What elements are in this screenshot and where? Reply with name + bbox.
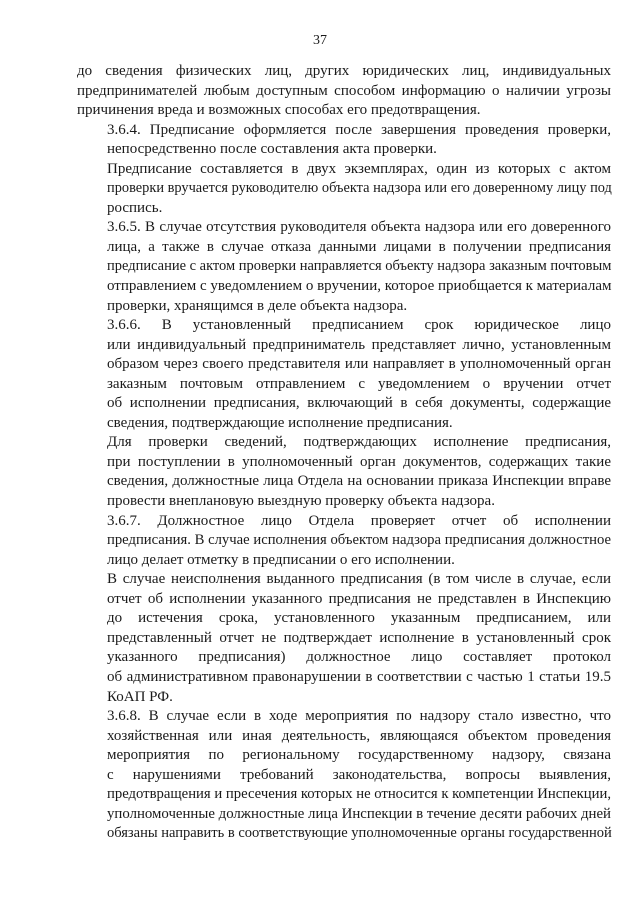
page-number: 37 (313, 33, 327, 48)
text-line: указанного предписания) должностное лицо составляет протокол (107, 649, 611, 666)
paragraph-p-non-execution (77, 570, 611, 707)
text-line: В случае неисполнения выданного предписания (в том числе в случае, если (107, 571, 611, 588)
text-line: до сведения физических лиц, других юридических лиц, индивидуальных (77, 63, 611, 79)
text-line: Предписание составляется в двух экземплярах, один из которых с актом (107, 160, 611, 177)
text-line: причинения вреда и возможных способах его предотвращения. (77, 102, 481, 119)
text-line: хозяйственная или иная деятельность, являющаяся объектом проведения (107, 727, 611, 744)
text-line: роспись. (107, 199, 163, 216)
text-line: лицо делает отметку в предписании о его исполнении. (107, 551, 455, 568)
text-line: мероприятия по региональному государственному надзору, связана (107, 747, 611, 764)
text-line: отправлением с уведомлением о вручении, которое приобщается к материалам (107, 278, 612, 295)
text-line: при поступлении в уполномоченный орган документов, содержащих такие (107, 453, 611, 470)
text-line: сведения, должностные лица Отдела на основании приказа Инспекции вправе (107, 473, 611, 490)
text-line: отчет об исполнении указанного предписания не представлен в Инспекцию (107, 590, 611, 607)
text-line: 3.6.6. В установленный предписанием срок юридическое лицо (107, 317, 611, 334)
text-line: Для проверки сведений, подтверждающих исполнение предписания, (107, 434, 611, 451)
text-line: предписание с актом проверки направляется объекту надзора заказным почтовым (107, 258, 612, 275)
text-line: 3.6.5. В случае отсутствия руководителя объекта надзора или его доверенного (107, 219, 611, 236)
paragraph-p-3-6-4 (77, 121, 611, 160)
document-body (77, 62, 611, 844)
text-line: непосредственно после составления акта проверки. (107, 141, 437, 158)
paragraph-p-3-6-8 (77, 707, 611, 844)
text-line: заказным почтовым отправлением с уведомлением о вручении отчет (107, 375, 611, 392)
text-line: КоАП РФ. (107, 688, 173, 705)
text-line: 3.6.8. В случае если в ходе мероприятия по надзору стало известно, что (107, 708, 611, 725)
text-line: 3.6.7. Должностное лицо Отдела проверяет отчет об исполнении (107, 512, 611, 529)
text-line: проверки, хранящимся в деле объекта надзора. (107, 297, 408, 314)
text-line: предписания. В случае исполнения объектом надзора предписания должностное (107, 532, 611, 549)
text-line: лица, а также в случае отказа данными лицами в получении предписания (107, 238, 611, 255)
text-line: сведения, подтверждающие исполнение предписания. (107, 414, 453, 431)
paragraph-p-3-6-5 (77, 218, 611, 316)
text-line: уполномоченные должностные лица Инспекции в течение десяти рабочих дней (107, 805, 611, 822)
paragraph-p-continuation (77, 62, 611, 121)
paragraph-p-3-6-6 (77, 316, 611, 433)
text-line: обязаны направить в соответствующие уполномоченные органы государственной (107, 825, 612, 842)
text-line: предпринимателей любым доступным способом информацию о наличии угрозы (77, 82, 611, 99)
text-line: проверки вручается руководителю объекта надзора или его доверенному лицу под (107, 180, 612, 197)
text-line: представленный отчет не подтверждает исполнение в установленный срок (107, 629, 611, 646)
text-line: с нарушениями требований законодательства, вопросы выявления, (107, 766, 611, 783)
text-line: провести внеплановую выездную проверку объекта надзора. (107, 493, 495, 510)
text-line: 3.6.4. Предписание оформляется после завершения проведения проверки, (107, 121, 611, 138)
text-line: об административном правонарушении в соответствии с частью 1 статьи 19.5 (107, 668, 611, 685)
text-line: или индивидуальный предприниматель представляет лично, установленным (107, 336, 611, 353)
paragraph-p-copies (77, 160, 611, 219)
paragraph-p-3-6-7 (77, 512, 611, 571)
paragraph-p-verification (77, 433, 611, 511)
text-line: до истечения срока, установленного указанным предписанием, или (107, 610, 611, 627)
text-line: предотвращения и пресечения которых не относится к компетенции Инспекции, (107, 786, 612, 803)
text-line: об исполнении предписания, включающий в себя документы, содержащие (107, 395, 611, 412)
text-line: образом через своего представителя или направляет в уполномоченный орган (107, 356, 611, 373)
